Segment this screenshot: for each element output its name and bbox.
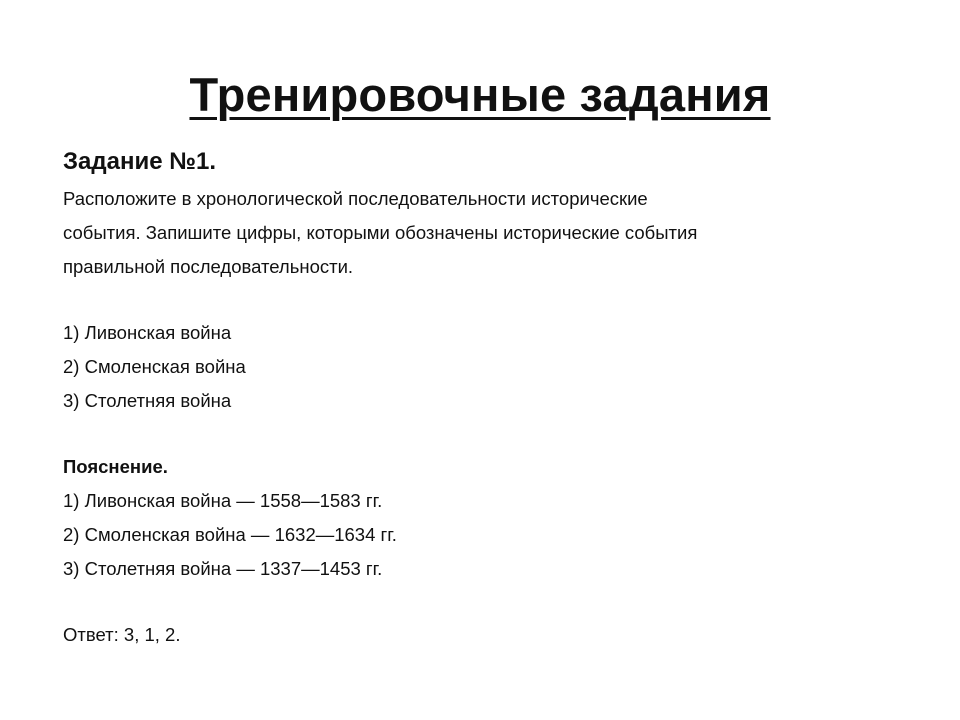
spacer: [63, 418, 903, 450]
slide-title: Тренировочные задания: [189, 68, 771, 121]
task-heading: Задание №1.: [63, 148, 216, 175]
slide-content: [63, 142, 903, 652]
task-item: 2) Смоленская война: [63, 356, 246, 377]
answer-line: Ответ: 3, 1, 2.: [63, 624, 181, 645]
spacer: [63, 284, 903, 316]
instruction-line: правильной последовательности.: [63, 256, 354, 277]
spacer: [63, 586, 903, 618]
instruction-line: события. Запишите цифры, которыми обозначены исторические события: [63, 222, 698, 243]
explanation-item: 1) Ливонская война — 1558—1583 гг.: [63, 490, 383, 511]
task-item: 1) Ливонская война: [63, 322, 232, 343]
explanation-heading: Пояснение.: [63, 456, 168, 477]
task-item: 3) Столетняя война: [63, 390, 232, 411]
explanation-item: 3) Столетняя война — 1337—1453 гг.: [63, 558, 383, 579]
instruction-line: Расположите в хронологической последовательности исторические: [63, 188, 648, 209]
explanation-item: 2) Смоленская война — 1632—1634 гг.: [63, 524, 397, 545]
